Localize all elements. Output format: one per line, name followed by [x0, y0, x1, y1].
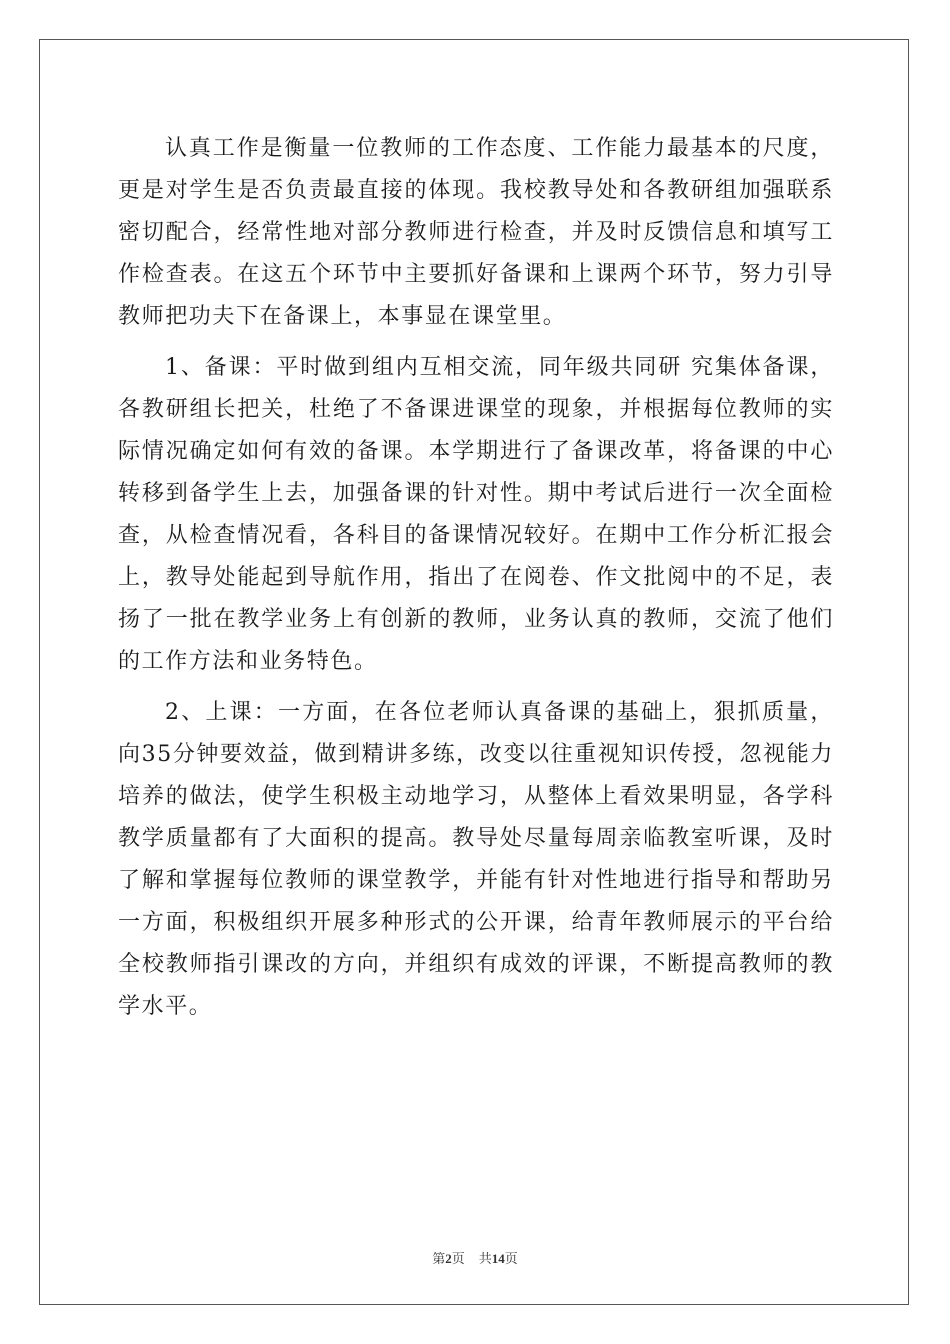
- document-body: [118, 128, 834, 1037]
- paragraph-intro: 认真工作是衡量一位教师的工作态度、工作能力最基本的尺度，更是对学生是否负责最直接的体现。我校教导处和各教研组加强联系密切配合，经常性地对部分教师进行检查，并及时反馈信息和填写工作检查表。在这五个环节中主要抓好备课和上课两个环节，努力引导教师把功夫下在备课上，本事显在课堂里。: [118, 136, 834, 329]
- page-number: 2: [445, 1251, 452, 1266]
- total-prefix: 共: [478, 1251, 492, 1266]
- page-suffix: 页: [451, 1251, 465, 1266]
- total-pages: 14: [491, 1251, 505, 1266]
- page-footer: [0, 1248, 950, 1267]
- paragraph-lesson-prep: 1、备课：平时做到组内互相交流，同年级共同研 究集体备课，各教研组长把关，杜绝了不备课进课堂的现象，并根据每位教师的实际情况确定如何有效的备课。本学期进行了备课改革，将备课的中心转移到备学生上去，加强备课的针对性。期中考试后进行一次全面检查，从检查情况看，各科目的备课情况较好。在期中工作分析汇报会上，教导处能起到导航作用，指出了在阅卷、作文批阅中的不足，表扬了一批在教学业务上有创新的教师，业务认真的教师，交流了他们的工作方法和业务特色。: [118, 355, 834, 674]
- page-prefix: 第: [432, 1251, 446, 1266]
- paragraph-teaching: 2、上课：一方面，在各位老师认真备课的基础上，狠抓质量，向35分钟要效益，做到精讲多练，改变以往重视知识传授，忽视能力培养的做法，使学生积极主动地学习，从整体上看效果明显，各学科教学质量都有了大面积的提高。教导处尽量每周亲临教室听课，及时了解和掌握每位教师的课堂教学，并能有针对性地进行指导和帮助另一方面，积极组织开展多种形式的公开课，给青年教师展示的平台给全校教师指引课改的方向，并组织有成效的评课，不断提高教师的教学水平。: [118, 700, 834, 1019]
- total-suffix: 页: [504, 1251, 518, 1266]
